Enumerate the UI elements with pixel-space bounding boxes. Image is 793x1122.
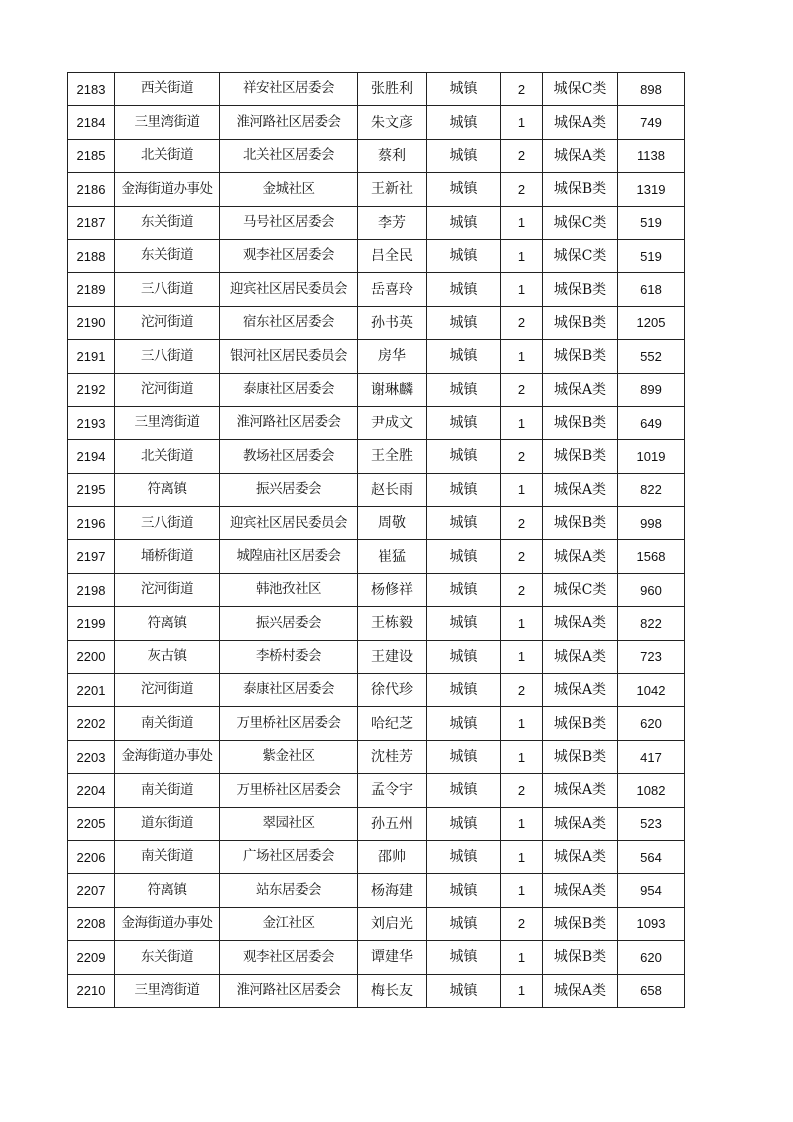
cell-record-number: 2185 <box>68 139 115 172</box>
cell-amount: 564 <box>618 840 685 873</box>
cell-area-type: 城镇 <box>427 974 501 1007</box>
cell-amount: 1568 <box>618 540 685 573</box>
cell-household-count: 1 <box>501 406 543 439</box>
cell-person-name: 杨海建 <box>358 874 427 907</box>
cell-amount: 749 <box>618 106 685 139</box>
cell-area-type: 城镇 <box>427 173 501 206</box>
cell-person-name: 谭建华 <box>358 941 427 974</box>
table-row <box>68 640 685 673</box>
cell-insurance-category: 城保B类 <box>543 740 618 773</box>
cell-community: 广场社区居委会 <box>220 840 358 873</box>
cell-insurance-category: 城保A类 <box>543 373 618 406</box>
cell-community: 万里桥社区居委会 <box>220 774 358 807</box>
cell-household-count: 2 <box>501 440 543 473</box>
cell-household-count: 1 <box>501 206 543 239</box>
cell-amount: 1138 <box>618 139 685 172</box>
cell-person-name: 张胜利 <box>358 73 427 106</box>
cell-person-name: 王全胜 <box>358 440 427 473</box>
cell-area-type: 城镇 <box>427 540 501 573</box>
cell-insurance-category: 城保B类 <box>543 707 618 740</box>
cell-person-name: 孙五州 <box>358 807 427 840</box>
cell-street-office: 沱河街道 <box>115 674 220 707</box>
cell-street-office: 北关街道 <box>115 440 220 473</box>
cell-person-name: 赵长雨 <box>358 473 427 506</box>
cell-amount: 618 <box>618 273 685 306</box>
cell-record-number: 2184 <box>68 106 115 139</box>
table-row <box>68 540 685 573</box>
table-row <box>68 573 685 606</box>
cell-area-type: 城镇 <box>427 73 501 106</box>
cell-community: 翠园社区 <box>220 807 358 840</box>
cell-household-count: 1 <box>501 840 543 873</box>
cell-person-name: 岳喜玲 <box>358 273 427 306</box>
cell-insurance-category: 城保A类 <box>543 540 618 573</box>
table-row <box>68 607 685 640</box>
cell-street-office: 东关街道 <box>115 941 220 974</box>
cell-amount: 822 <box>618 473 685 506</box>
cell-area-type: 城镇 <box>427 273 501 306</box>
cell-street-office: 三八街道 <box>115 273 220 306</box>
cell-street-office: 灰古镇 <box>115 640 220 673</box>
cell-amount: 658 <box>618 974 685 1007</box>
cell-household-count: 1 <box>501 807 543 840</box>
table-row <box>68 907 685 940</box>
table-row <box>68 941 685 974</box>
cell-household-count: 2 <box>501 139 543 172</box>
cell-insurance-category: 城保B类 <box>543 306 618 339</box>
cell-insurance-category: 城保B类 <box>543 907 618 940</box>
cell-insurance-category: 城保A类 <box>543 840 618 873</box>
cell-person-name: 谢琳麟 <box>358 373 427 406</box>
cell-person-name: 刘启光 <box>358 907 427 940</box>
cell-record-number: 2205 <box>68 807 115 840</box>
cell-community: 淮河路社区居委会 <box>220 106 358 139</box>
cell-street-office: 道东街道 <box>115 807 220 840</box>
cell-amount: 898 <box>618 73 685 106</box>
cell-area-type: 城镇 <box>427 840 501 873</box>
cell-record-number: 2183 <box>68 73 115 106</box>
cell-street-office: 三里湾街道 <box>115 974 220 1007</box>
cell-street-office: 沱河街道 <box>115 573 220 606</box>
cell-household-count: 1 <box>501 974 543 1007</box>
cell-person-name: 周敬 <box>358 507 427 540</box>
cell-amount: 1205 <box>618 306 685 339</box>
cell-street-office: 三里湾街道 <box>115 106 220 139</box>
cell-street-office: 东关街道 <box>115 206 220 239</box>
cell-person-name: 沈桂芳 <box>358 740 427 773</box>
cell-person-name: 王栋毅 <box>358 607 427 640</box>
cell-record-number: 2197 <box>68 540 115 573</box>
cell-person-name: 房华 <box>358 340 427 373</box>
cell-insurance-category: 城保B类 <box>543 273 618 306</box>
table-row <box>68 73 685 106</box>
cell-insurance-category: 城保C类 <box>543 239 618 272</box>
table-row <box>68 507 685 540</box>
cell-community: 振兴居委会 <box>220 473 358 506</box>
cell-community: 金江社区 <box>220 907 358 940</box>
cell-amount: 1019 <box>618 440 685 473</box>
cell-insurance-category: 城保A类 <box>543 807 618 840</box>
cell-record-number: 2201 <box>68 674 115 707</box>
cell-amount: 620 <box>618 707 685 740</box>
cell-insurance-category: 城保A类 <box>543 139 618 172</box>
cell-record-number: 2200 <box>68 640 115 673</box>
cell-insurance-category: 城保C类 <box>543 573 618 606</box>
cell-insurance-category: 城保A类 <box>543 674 618 707</box>
cell-person-name: 王新社 <box>358 173 427 206</box>
cell-community: 淮河路社区居委会 <box>220 406 358 439</box>
cell-community: 淮河路社区居委会 <box>220 974 358 1007</box>
cell-area-type: 城镇 <box>427 807 501 840</box>
cell-household-count: 1 <box>501 340 543 373</box>
cell-insurance-category: 城保A类 <box>543 640 618 673</box>
cell-area-type: 城镇 <box>427 306 501 339</box>
cell-insurance-category: 城保A类 <box>543 106 618 139</box>
cell-amount: 954 <box>618 874 685 907</box>
cell-amount: 519 <box>618 239 685 272</box>
table-row <box>68 707 685 740</box>
cell-area-type: 城镇 <box>427 674 501 707</box>
cell-household-count: 2 <box>501 907 543 940</box>
cell-record-number: 2210 <box>68 974 115 1007</box>
cell-insurance-category: 城保B类 <box>543 173 618 206</box>
cell-household-count: 1 <box>501 941 543 974</box>
cell-person-name: 尹成文 <box>358 406 427 439</box>
cell-amount: 1319 <box>618 173 685 206</box>
cell-community: 宿东社区居委会 <box>220 306 358 339</box>
cell-area-type: 城镇 <box>427 473 501 506</box>
cell-record-number: 2192 <box>68 373 115 406</box>
cell-insurance-category: 城保B类 <box>543 440 618 473</box>
cell-record-number: 2190 <box>68 306 115 339</box>
cell-person-name: 吕全民 <box>358 239 427 272</box>
cell-street-office: 符离镇 <box>115 607 220 640</box>
cell-person-name: 哈纪芝 <box>358 707 427 740</box>
cell-area-type: 城镇 <box>427 106 501 139</box>
table-row <box>68 807 685 840</box>
cell-street-office: 符离镇 <box>115 874 220 907</box>
cell-street-office: 埇桥街道 <box>115 540 220 573</box>
cell-record-number: 2206 <box>68 840 115 873</box>
table-row <box>68 406 685 439</box>
cell-community: 银河社区居民委员会 <box>220 340 358 373</box>
cell-area-type: 城镇 <box>427 707 501 740</box>
cell-community: 祥安社区居委会 <box>220 73 358 106</box>
cell-household-count: 2 <box>501 540 543 573</box>
cell-street-office: 南关街道 <box>115 774 220 807</box>
cell-street-office: 东关街道 <box>115 239 220 272</box>
cell-community: 教场社区居委会 <box>220 440 358 473</box>
cell-record-number: 2204 <box>68 774 115 807</box>
cell-person-name: 王建设 <box>358 640 427 673</box>
cell-area-type: 城镇 <box>427 206 501 239</box>
cell-person-name: 蔡利 <box>358 139 427 172</box>
cell-person-name: 孙书英 <box>358 306 427 339</box>
cell-community: 紫金社区 <box>220 740 358 773</box>
cell-household-count: 2 <box>501 173 543 206</box>
cell-person-name: 李芳 <box>358 206 427 239</box>
table-row <box>68 239 685 272</box>
cell-insurance-category: 城保A类 <box>543 607 618 640</box>
cell-street-office: 三八街道 <box>115 340 220 373</box>
cell-street-office: 沱河街道 <box>115 306 220 339</box>
cell-insurance-category: 城保C类 <box>543 73 618 106</box>
cell-amount: 998 <box>618 507 685 540</box>
table-row <box>68 840 685 873</box>
cell-record-number: 2188 <box>68 239 115 272</box>
cell-household-count: 2 <box>501 573 543 606</box>
cell-person-name: 孟令宇 <box>358 774 427 807</box>
cell-household-count: 2 <box>501 373 543 406</box>
cell-amount: 723 <box>618 640 685 673</box>
cell-street-office: 三八街道 <box>115 507 220 540</box>
cell-insurance-category: 城保B类 <box>543 340 618 373</box>
cell-area-type: 城镇 <box>427 907 501 940</box>
cell-street-office: 金海街道办事处 <box>115 740 220 773</box>
cell-record-number: 2191 <box>68 340 115 373</box>
cell-community: 韩池孜社区 <box>220 573 358 606</box>
cell-insurance-category: 城保B类 <box>543 941 618 974</box>
cell-person-name: 邵帅 <box>358 840 427 873</box>
cell-record-number: 2193 <box>68 406 115 439</box>
cell-area-type: 城镇 <box>427 774 501 807</box>
cell-record-number: 2209 <box>68 941 115 974</box>
cell-insurance-category: 城保B类 <box>543 507 618 540</box>
cell-amount: 822 <box>618 607 685 640</box>
cell-household-count: 1 <box>501 707 543 740</box>
cell-record-number: 2187 <box>68 206 115 239</box>
table-row <box>68 373 685 406</box>
cell-community: 北关社区居委会 <box>220 139 358 172</box>
cell-community: 李桥村委会 <box>220 640 358 673</box>
cell-record-number: 2194 <box>68 440 115 473</box>
cell-community: 观李社区居委会 <box>220 941 358 974</box>
cell-community: 站东居委会 <box>220 874 358 907</box>
cell-insurance-category: 城保A类 <box>543 974 618 1007</box>
cell-area-type: 城镇 <box>427 340 501 373</box>
cell-record-number: 2202 <box>68 707 115 740</box>
cell-street-office: 符离镇 <box>115 473 220 506</box>
cell-household-count: 1 <box>501 874 543 907</box>
cell-amount: 1042 <box>618 674 685 707</box>
cell-street-office: 金海街道办事处 <box>115 907 220 940</box>
cell-insurance-category: 城保A类 <box>543 874 618 907</box>
cell-record-number: 2186 <box>68 173 115 206</box>
cell-amount: 899 <box>618 373 685 406</box>
cell-person-name: 徐代珍 <box>358 674 427 707</box>
table-row <box>68 740 685 773</box>
cell-amount: 523 <box>618 807 685 840</box>
table-body <box>68 73 685 1008</box>
cell-community: 万里桥社区居委会 <box>220 707 358 740</box>
cell-household-count: 2 <box>501 507 543 540</box>
cell-person-name: 朱文彦 <box>358 106 427 139</box>
cell-person-name: 崔猛 <box>358 540 427 573</box>
table-row <box>68 340 685 373</box>
cell-amount: 620 <box>618 941 685 974</box>
cell-record-number: 2199 <box>68 607 115 640</box>
cell-area-type: 城镇 <box>427 573 501 606</box>
table-row <box>68 106 685 139</box>
cell-street-office: 南关街道 <box>115 840 220 873</box>
cell-area-type: 城镇 <box>427 640 501 673</box>
cell-street-office: 金海街道办事处 <box>115 173 220 206</box>
table-row <box>68 206 685 239</box>
cell-household-count: 1 <box>501 740 543 773</box>
cell-household-count: 1 <box>501 239 543 272</box>
cell-person-name: 杨修祥 <box>358 573 427 606</box>
cell-area-type: 城镇 <box>427 607 501 640</box>
cell-area-type: 城镇 <box>427 941 501 974</box>
cell-street-office: 南关街道 <box>115 707 220 740</box>
cell-area-type: 城镇 <box>427 874 501 907</box>
cell-area-type: 城镇 <box>427 239 501 272</box>
cell-amount: 552 <box>618 340 685 373</box>
cell-area-type: 城镇 <box>427 406 501 439</box>
cell-insurance-category: 城保A类 <box>543 774 618 807</box>
cell-community: 振兴居委会 <box>220 607 358 640</box>
cell-household-count: 1 <box>501 273 543 306</box>
cell-record-number: 2196 <box>68 507 115 540</box>
cell-area-type: 城镇 <box>427 507 501 540</box>
cell-amount: 519 <box>618 206 685 239</box>
cell-street-office: 西关街道 <box>115 73 220 106</box>
cell-household-count: 1 <box>501 640 543 673</box>
cell-community: 迎宾社区居民委员会 <box>220 507 358 540</box>
cell-record-number: 2195 <box>68 473 115 506</box>
cell-area-type: 城镇 <box>427 440 501 473</box>
cell-street-office: 北关街道 <box>115 139 220 172</box>
cell-amount: 960 <box>618 573 685 606</box>
table-row <box>68 974 685 1007</box>
table-row <box>68 674 685 707</box>
table-row <box>68 440 685 473</box>
cell-area-type: 城镇 <box>427 740 501 773</box>
cell-amount: 1082 <box>618 774 685 807</box>
cell-household-count: 1 <box>501 607 543 640</box>
cell-street-office: 沱河街道 <box>115 373 220 406</box>
cell-amount: 417 <box>618 740 685 773</box>
cell-record-number: 2207 <box>68 874 115 907</box>
cell-household-count: 2 <box>501 774 543 807</box>
cell-household-count: 1 <box>501 473 543 506</box>
cell-household-count: 1 <box>501 106 543 139</box>
table-row <box>68 306 685 339</box>
cell-community: 泰康社区居委会 <box>220 674 358 707</box>
cell-community: 观李社区居委会 <box>220 239 358 272</box>
cell-community: 迎宾社区居民委员会 <box>220 273 358 306</box>
data-table <box>67 72 685 1008</box>
cell-amount: 1093 <box>618 907 685 940</box>
table-row <box>68 774 685 807</box>
table-row <box>68 139 685 172</box>
cell-insurance-category: 城保B类 <box>543 406 618 439</box>
cell-record-number: 2208 <box>68 907 115 940</box>
table-row <box>68 273 685 306</box>
cell-household-count: 2 <box>501 73 543 106</box>
cell-amount: 649 <box>618 406 685 439</box>
table-row <box>68 473 685 506</box>
cell-record-number: 2203 <box>68 740 115 773</box>
cell-community: 金城社区 <box>220 173 358 206</box>
cell-area-type: 城镇 <box>427 373 501 406</box>
cell-insurance-category: 城保A类 <box>543 473 618 506</box>
cell-area-type: 城镇 <box>427 139 501 172</box>
table-row <box>68 874 685 907</box>
cell-community: 城隍庙社区居委会 <box>220 540 358 573</box>
cell-household-count: 2 <box>501 306 543 339</box>
cell-record-number: 2189 <box>68 273 115 306</box>
cell-community: 泰康社区居委会 <box>220 373 358 406</box>
cell-household-count: 2 <box>501 674 543 707</box>
cell-insurance-category: 城保C类 <box>543 206 618 239</box>
cell-person-name: 梅长友 <box>358 974 427 1007</box>
cell-community: 马号社区居委会 <box>220 206 358 239</box>
table-row <box>68 173 685 206</box>
cell-record-number: 2198 <box>68 573 115 606</box>
cell-street-office: 三里湾街道 <box>115 406 220 439</box>
